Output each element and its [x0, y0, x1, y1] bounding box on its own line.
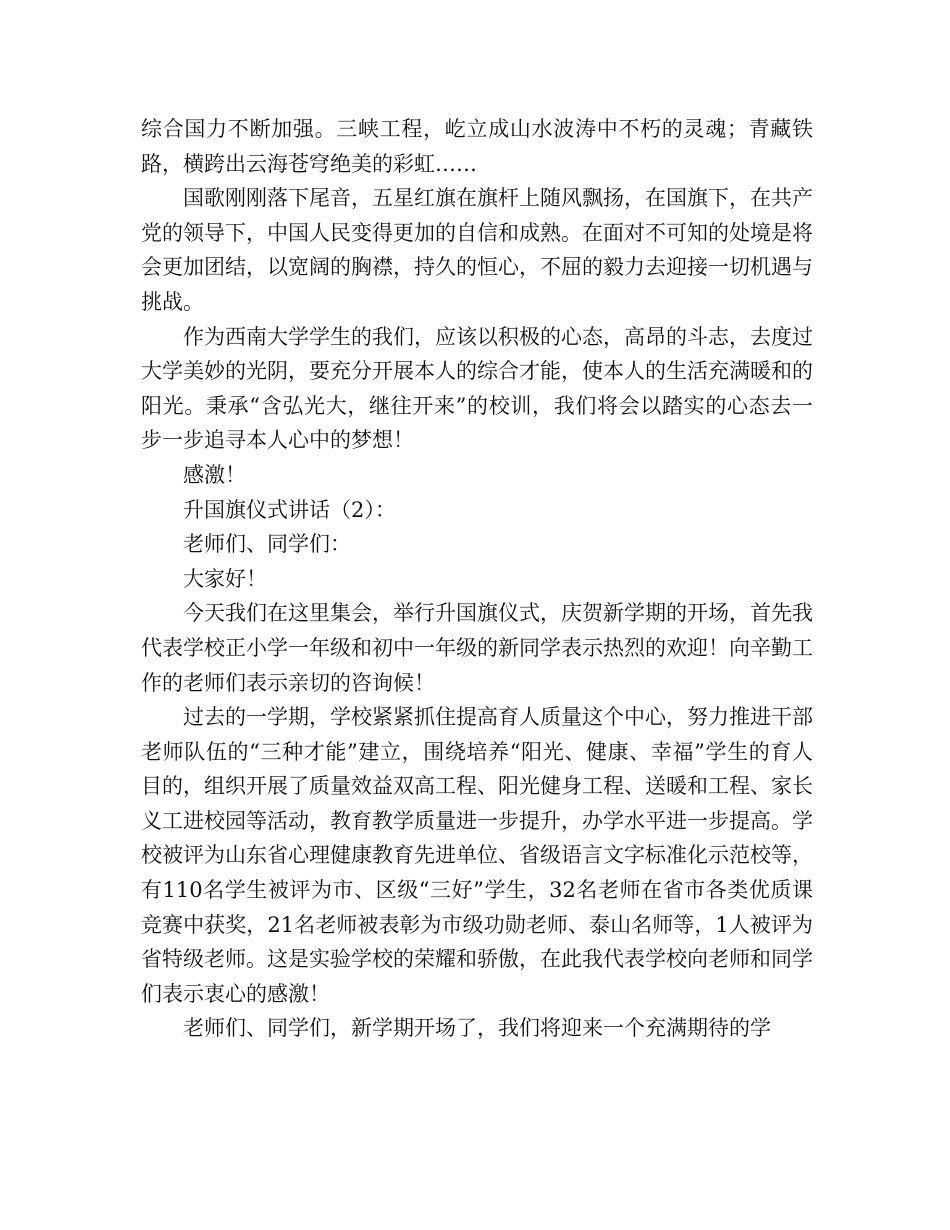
paragraph: 过去的一学期，学校紧紧抓住提高育人质量这个中心，努力推进干部老师队伍的“三种才能”建立，围绕培养“阳光、健康、幸福”学生的育人目的，组织开展了质量效益双高工程、阳光健身工程、送暖和工程、家长义工进校园等活动，教育教学质量进一步提升，办学水平进一步提高。学校被评为山东省心理健康教育先进单位、省级语言文字标准化示范校等，有110名学生被评为市、区级“三好”学生，32名老师在省市各类优质课竞赛中获奖，21名老师被表彰为市级功勋老师、泰山名师等，1人被评为省特级老师。这是实验学校的荣耀和骄傲，在此我代表学校向老师和同学们表示衷心的感激！: [141, 705, 813, 1006]
paragraph: 国歌刚刚落下尾音，五星红旗在旗杆上随风飘扬，在国旗下，在共产党的领导下，中国人民变得更加的自信和成熟。在面对不可知的处境是将会更加团结，以宽阔的胸襟，持久的恒心，不屈的毅力去迎接一切机遇与挑战。: [141, 186, 813, 314]
section-heading: 升国旗仪式讲话（2）：: [183, 497, 396, 522]
greeting: 大家好！: [183, 566, 267, 591]
paragraph: 综合国力不断加强。三峡工程，屹立成山水波涛中不朽的灵魂；青藏铁路，横跨出云海苍穹绝美的彩虹……: [141, 117, 813, 176]
document-body: [141, 112, 813, 1046]
paragraph: 今天我们在这里集会，举行升国旗仪式，庆贺新学期的开场，首先我代表学校正小学一年级和初中一年级的新同学表示热烈的欢迎！向辛勤工作的老师们表示亲切的咨询候！: [141, 601, 813, 695]
salutation: 老师们、同学们：: [183, 532, 351, 557]
paragraph: 感激！: [183, 462, 246, 487]
paragraph: 作为西南大学学生的我们，应该以积极的心态，高昂的斗志，去度过大学美妙的光阴，要充分开展本人的综合才能，使本人的生活充满暖和的阳光。秉承“含弘光大，继往开来”的校训，我们将会以踏实的心态去一步一步追寻本人心中的梦想！: [141, 324, 813, 453]
paragraph: 老师们、同学们，新学期开场了，我们将迎来一个充满期待的学: [183, 1016, 771, 1041]
